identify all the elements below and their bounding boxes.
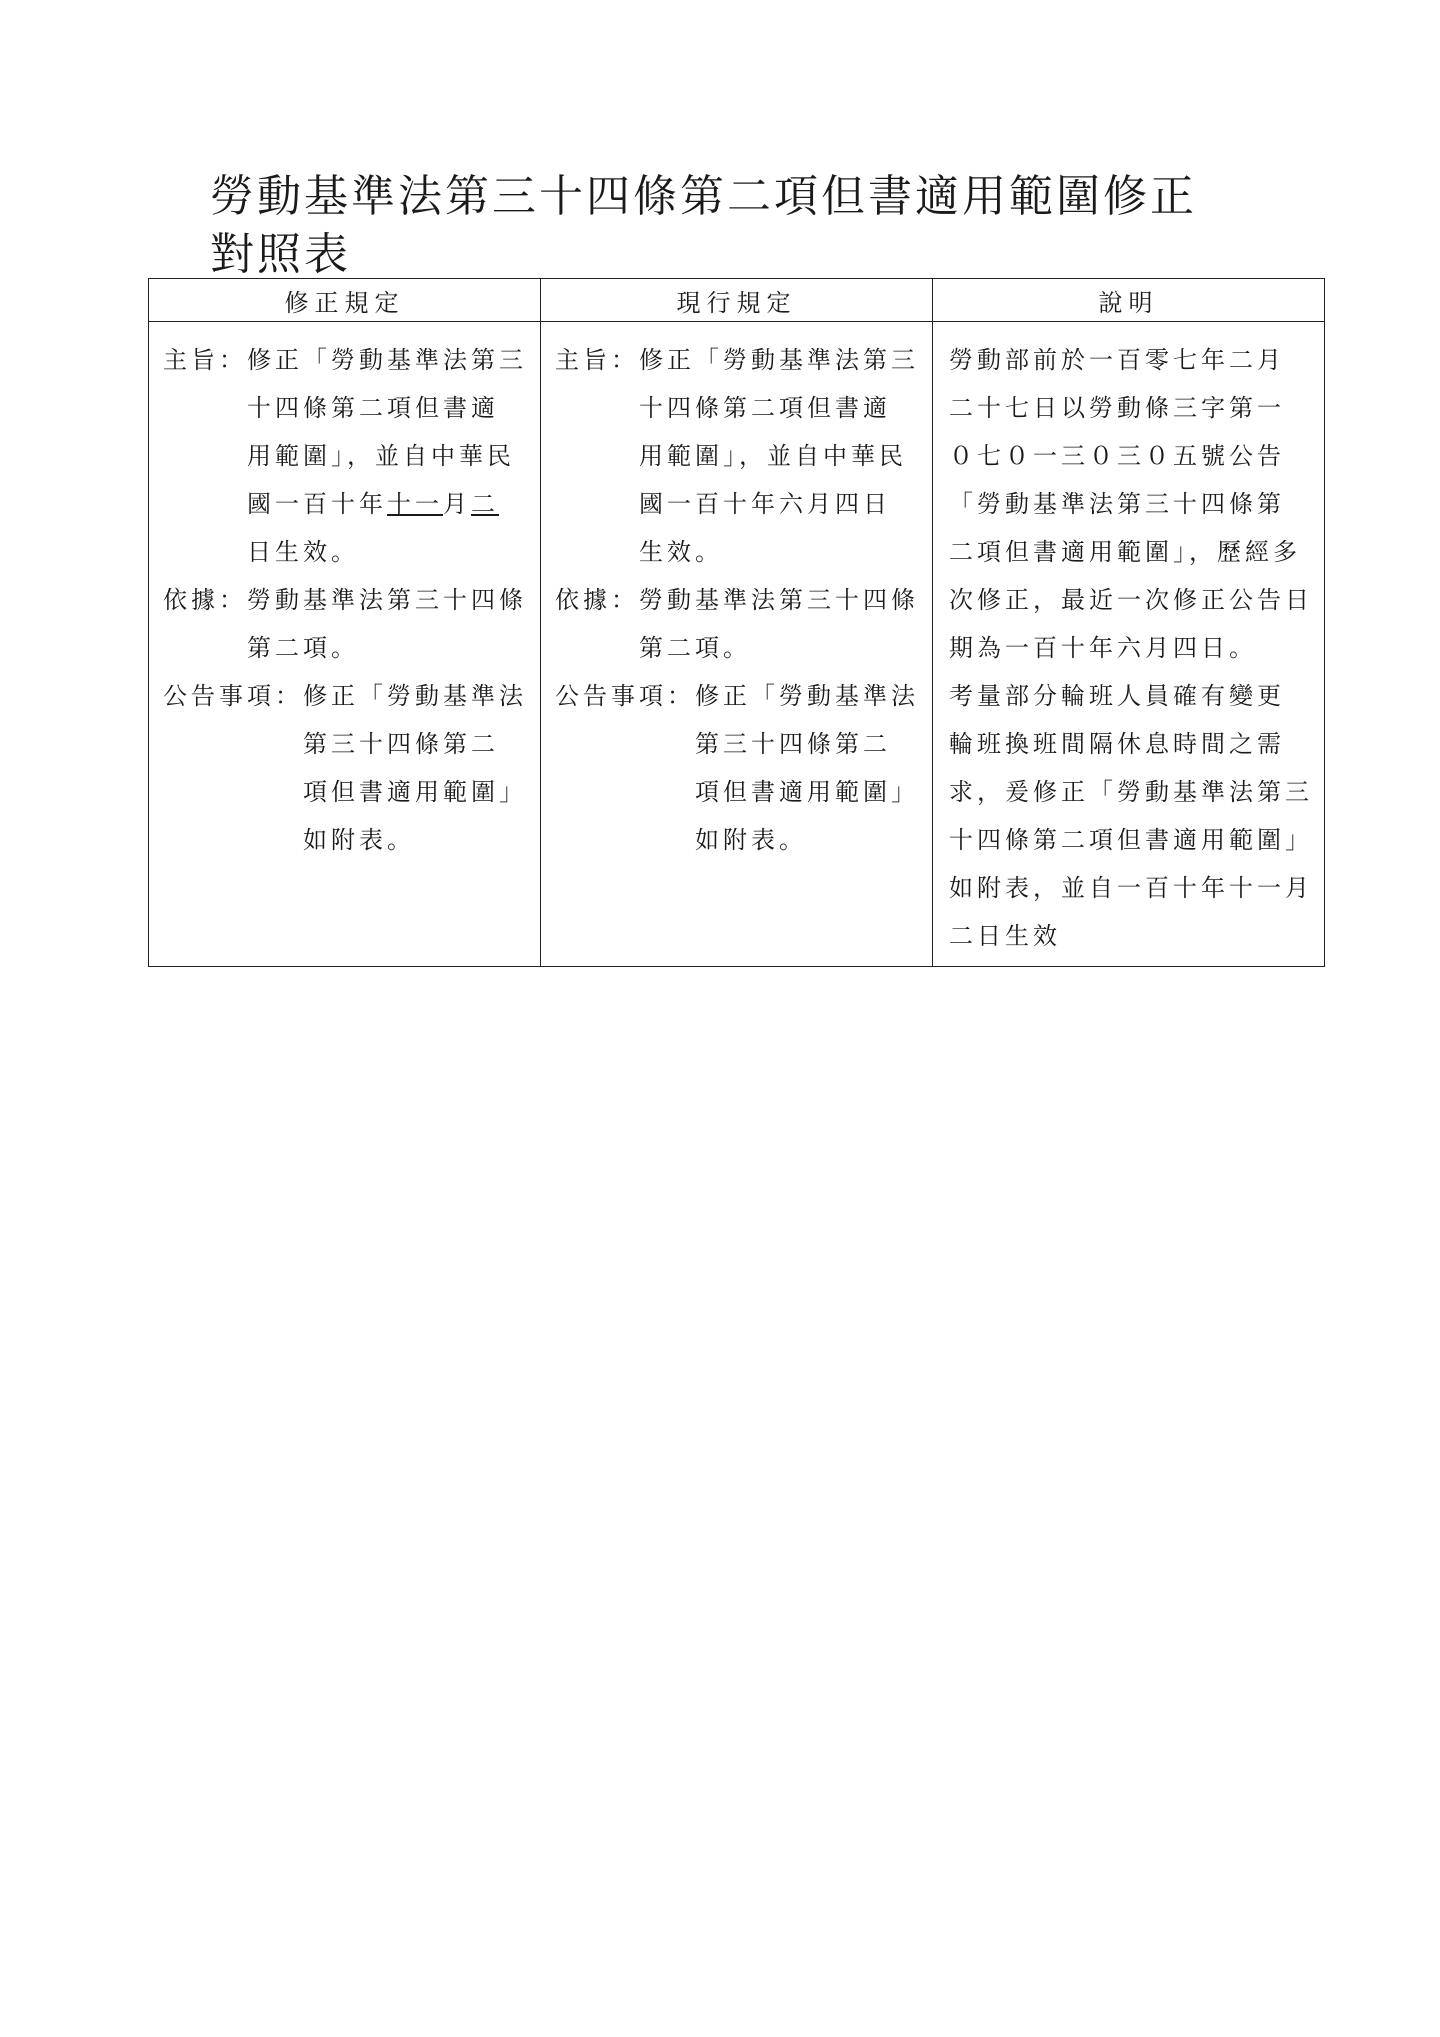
subject-line: 用範圍」，並自中華民	[247, 442, 515, 470]
amended-notice	[163, 672, 528, 864]
page-title	[210, 168, 1250, 284]
current-basis	[555, 576, 920, 672]
explanation-line: 二十七日以勞動條三字第一	[949, 394, 1285, 422]
amended-subject	[163, 336, 528, 576]
page-title-line-2: 對照表	[210, 229, 351, 280]
header-amended-provision: 修正規定	[149, 279, 541, 322]
notice-line: 項但書適用範圍」	[695, 778, 919, 806]
table-header-row	[149, 279, 1325, 322]
notice-line: 項但書適用範圍」	[303, 778, 527, 806]
notice-line: 修正「勞動基準法	[303, 682, 527, 710]
header-current-provision: 現行規定	[541, 279, 933, 322]
date-mid: 月	[443, 490, 471, 518]
subject-line: 十四條第二項但書適	[247, 394, 499, 422]
explanation-line: ０七０一三０三０五號公告	[949, 442, 1285, 470]
date-prefix: 國一百十年	[247, 490, 387, 518]
notice-line: 修正「勞動基準法	[695, 682, 919, 710]
subject-label: 主旨：	[555, 346, 639, 374]
notice-line: 第三十四條第二	[695, 730, 891, 758]
basis-line: 勞動基準法第三十四條	[247, 586, 527, 614]
amended-provision-cell	[149, 322, 541, 967]
basis-line: 第二項。	[639, 634, 751, 662]
comparison-table	[148, 278, 1325, 967]
subject-line: 十四條第二項但書適	[639, 394, 891, 422]
subject-label: 主旨：	[163, 346, 247, 374]
explanation-line: 「勞動基準法第三十四條第	[949, 490, 1285, 518]
explanation-paragraph-2	[949, 672, 1312, 960]
explanation-line: 十四條第二項但書適用範圍」	[949, 826, 1313, 854]
explanation-line: 勞動部前於一百零七年二月	[949, 346, 1285, 374]
subject-line: 日生效。	[247, 538, 359, 566]
explanation-line: 考量部分輪班人員確有變更	[949, 682, 1285, 710]
notice-line: 如附表。	[303, 826, 415, 854]
current-provision-cell	[541, 322, 933, 967]
subject-line: 修正「勞動基準法第三	[247, 346, 527, 374]
amended-basis	[163, 576, 528, 672]
explanation-line: 次修正，最近一次修正公告日	[949, 586, 1313, 614]
header-explanation: 說明	[933, 279, 1325, 322]
explanation-line: 二日生效	[949, 922, 1061, 950]
subject-line: 修正「勞動基準法第三	[639, 346, 919, 374]
subject-line-date	[247, 480, 528, 528]
subject-line: 用範圍」，並自中華民	[639, 442, 907, 470]
explanation-line: 輪班換班間隔休息時間之需	[949, 730, 1285, 758]
subject-line: 生效。	[639, 538, 723, 566]
current-notice	[555, 672, 920, 864]
current-subject	[555, 336, 920, 576]
explanation-cell	[933, 322, 1325, 967]
subject-line: 國一百十年六月四日	[639, 490, 891, 518]
basis-label: 依據：	[555, 586, 639, 614]
basis-label: 依據：	[163, 586, 247, 614]
explanation-line: 如附表，並自一百十年十一月	[949, 874, 1313, 902]
notice-line: 如附表。	[695, 826, 807, 854]
notice-line: 第三十四條第二	[303, 730, 499, 758]
explanation-line: 二項但書適用範圍」，歷經多	[949, 538, 1301, 566]
notice-label: 公告事項：	[163, 682, 303, 710]
amended-month: 十一	[387, 490, 443, 518]
explanation-line: 求，爰修正「勞動基準法第三	[949, 778, 1313, 806]
amended-day: 二	[471, 490, 499, 518]
basis-line: 勞動基準法第三十四條	[639, 586, 919, 614]
explanation-line: 期為一百十年六月四日。	[949, 634, 1257, 662]
explanation-paragraph-1	[949, 336, 1312, 672]
notice-label: 公告事項：	[555, 682, 695, 710]
page-title-line-1: 勞動基準法第三十四條第二項但書適用範圍修正	[210, 171, 1197, 222]
basis-line: 第二項。	[247, 634, 359, 662]
table-row	[149, 322, 1325, 967]
